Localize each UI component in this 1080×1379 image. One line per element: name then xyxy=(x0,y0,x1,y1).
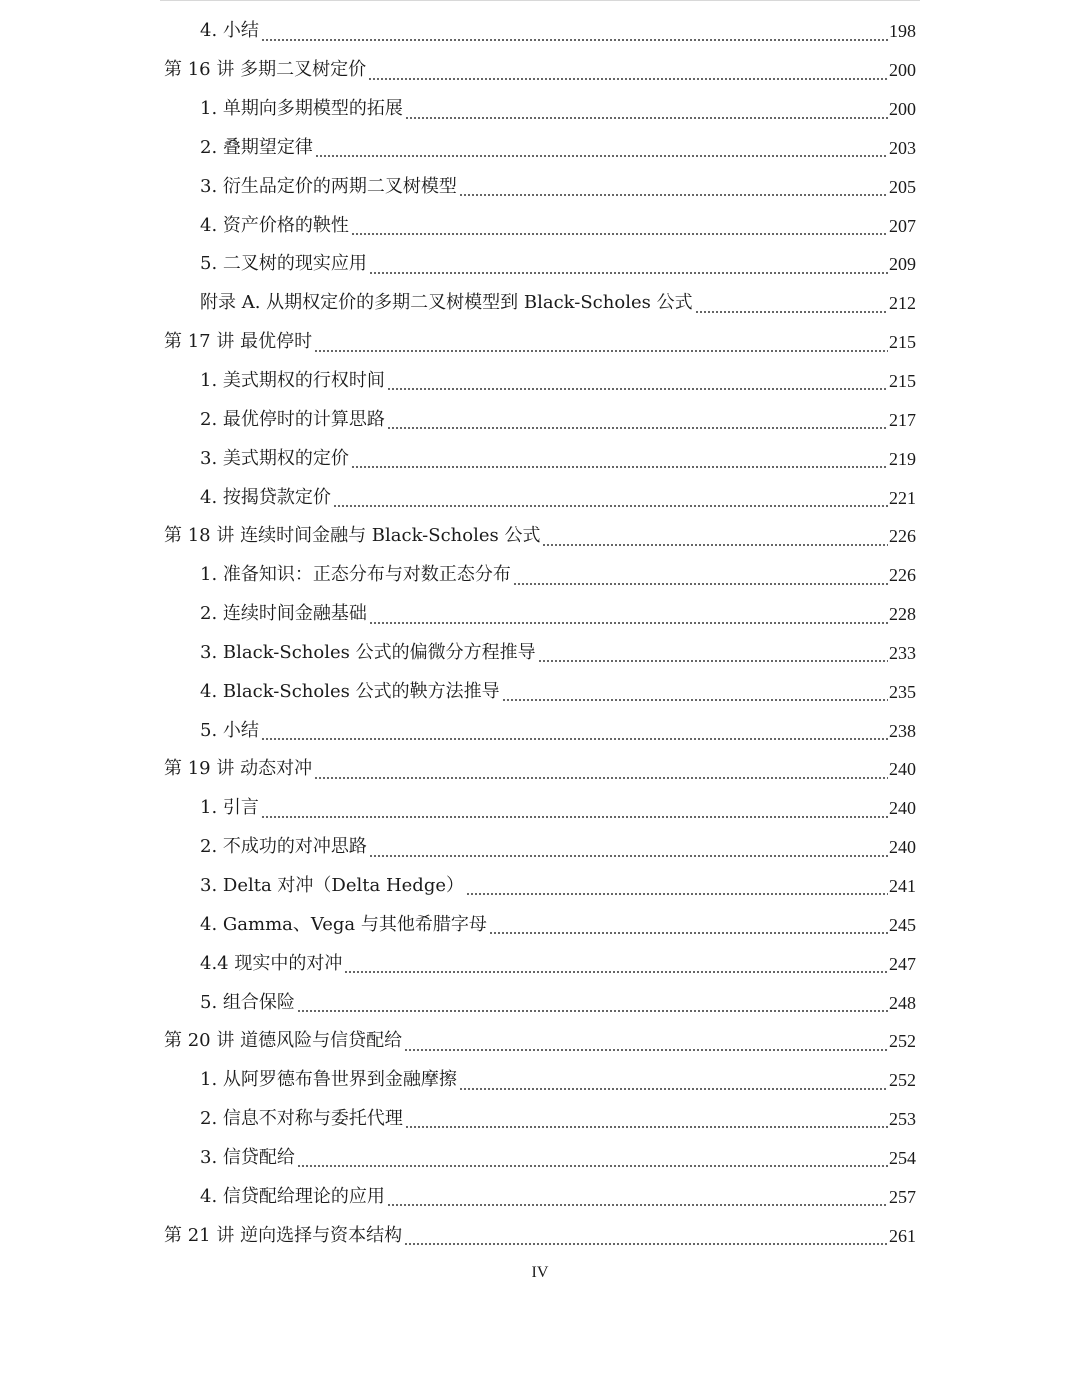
toc-entry-title: 1. 单期向多期模型的拓展 xyxy=(200,98,403,120)
toc-entry-title: 第 16 讲 多期二叉树定价 xyxy=(164,59,367,81)
toc-entry-title: 4.4 现实中的对冲 xyxy=(200,952,343,974)
toc-entry-title: 1. 准备知识：正态分布与对数正态分布 xyxy=(200,564,511,586)
toc-entry-page: 215 xyxy=(889,371,916,392)
toc-entry-page: 235 xyxy=(889,681,916,702)
toc-entry-title: 3. 衍生品定价的两期二叉树模型 xyxy=(200,175,457,197)
toc-entry-page: 215 xyxy=(889,332,916,353)
toc-entry-title: 1. 美式期权的行权时间 xyxy=(200,370,385,392)
toc-section-entry[interactable] xyxy=(0,167,1080,206)
toc-entry-page: 198 xyxy=(889,21,916,42)
toc-chapter-entry[interactable] xyxy=(0,51,1080,90)
toc-chapter-entry[interactable] xyxy=(0,1216,1080,1255)
toc-section-entry[interactable] xyxy=(0,206,1080,245)
toc-dot-leader xyxy=(466,893,888,895)
toc-section-entry[interactable] xyxy=(0,439,1080,478)
toc-entry-title: 第 20 讲 道德风险与信贷配给 xyxy=(164,1030,403,1052)
toc-section-entry[interactable] xyxy=(0,12,1080,51)
toc-entry-page: 247 xyxy=(889,953,916,974)
toc-dot-leader xyxy=(538,660,888,662)
toc-dot-leader xyxy=(513,583,888,585)
toc-entry-title: 第 18 讲 连续时间金融与 Black-Scholes 公式 xyxy=(164,525,541,547)
toc-dot-leader xyxy=(405,117,888,119)
toc-section-entry[interactable] xyxy=(0,362,1080,401)
toc-section-entry[interactable] xyxy=(0,595,1080,634)
toc-section-entry[interactable] xyxy=(0,1177,1080,1216)
toc-entry-title: 附录 A. 从期权定价的多期二叉树模型到 Black-Scholes 公式 xyxy=(200,292,693,314)
toc-section-entry[interactable] xyxy=(0,789,1080,828)
toc-entry-page: 205 xyxy=(889,176,916,197)
toc-dot-leader xyxy=(369,272,888,274)
toc-dot-leader xyxy=(369,622,888,624)
toc-entry-title: 4. Gamma、Vega 与其他希腊字母 xyxy=(200,913,487,935)
toc-entry-title: 4. 信贷配给理论的应用 xyxy=(200,1185,385,1207)
toc-entry-title: 第 21 讲 逆向选择与资本结构 xyxy=(164,1224,403,1246)
toc-section-entry[interactable] xyxy=(0,1061,1080,1100)
toc-section-entry[interactable] xyxy=(0,478,1080,517)
toc-dot-leader xyxy=(405,1126,888,1128)
toc-entry-page: 228 xyxy=(889,604,916,625)
toc-section-entry[interactable] xyxy=(0,245,1080,284)
toc-dot-leader xyxy=(542,544,888,546)
toc-dot-leader xyxy=(315,155,888,157)
toc-entry-page: 217 xyxy=(889,409,916,430)
toc-section-entry[interactable] xyxy=(0,983,1080,1022)
toc-chapter-entry[interactable] xyxy=(0,323,1080,362)
toc-entry-title: 5. 小结 xyxy=(200,719,259,741)
toc-section-entry[interactable] xyxy=(0,828,1080,867)
toc-dot-leader xyxy=(261,39,888,41)
toc-dot-leader xyxy=(369,855,888,857)
toc-entry-title: 5. 二叉树的现实应用 xyxy=(200,253,367,275)
toc-entry-title: 4. 资产价格的鞅性 xyxy=(200,214,349,236)
toc-section-entry[interactable] xyxy=(0,634,1080,673)
toc-entry-title: 3. 信贷配给 xyxy=(200,1146,295,1168)
toc-dot-leader xyxy=(459,1088,888,1090)
toc-dot-leader xyxy=(404,1049,888,1051)
toc-chapter-entry[interactable] xyxy=(0,750,1080,789)
toc-dot-leader xyxy=(387,1204,888,1206)
table-of-contents xyxy=(0,12,1080,1255)
toc-dot-leader xyxy=(261,816,888,818)
toc-entry-page: 221 xyxy=(889,487,916,508)
toc-dot-leader xyxy=(297,1010,888,1012)
toc-section-entry[interactable] xyxy=(0,400,1080,439)
toc-entry-title: 2. 最优停时的计算思路 xyxy=(200,408,385,430)
toc-section-entry[interactable] xyxy=(0,905,1080,944)
toc-entry-title: 5. 组合保险 xyxy=(200,991,295,1013)
toc-section-entry[interactable] xyxy=(0,90,1080,129)
toc-entry-page: 240 xyxy=(889,759,916,780)
toc-dot-leader xyxy=(297,1165,888,1167)
toc-dot-leader xyxy=(404,1243,888,1245)
toc-dot-leader xyxy=(489,932,888,934)
toc-entry-page: 241 xyxy=(889,875,916,896)
toc-entry-page: 257 xyxy=(889,1186,916,1207)
toc-section-entry[interactable] xyxy=(0,556,1080,595)
toc-entry-title: 4. 按揭贷款定价 xyxy=(200,486,331,508)
toc-entry-title: 2. 连续时间金融基础 xyxy=(200,603,367,625)
toc-dot-leader xyxy=(387,427,888,429)
toc-dot-leader xyxy=(387,388,888,390)
toc-entry-page: 212 xyxy=(889,293,916,314)
toc-entry-page: 240 xyxy=(889,837,916,858)
toc-entry-page: 253 xyxy=(889,1109,916,1130)
toc-entry-title: 第 19 讲 动态对冲 xyxy=(164,758,313,780)
toc-dot-leader xyxy=(351,466,888,468)
toc-section-entry[interactable] xyxy=(0,944,1080,983)
toc-section-entry[interactable] xyxy=(0,129,1080,168)
toc-entry-title: 3. Delta 对冲（Delta Hedge） xyxy=(200,874,464,896)
toc-entry-title: 2. 叠期望定律 xyxy=(200,136,313,158)
toc-dot-leader xyxy=(368,78,888,80)
toc-entry-page: 240 xyxy=(889,798,916,819)
toc-entry-page: 252 xyxy=(889,1070,916,1091)
toc-entry-page: 261 xyxy=(889,1225,916,1246)
toc-entry-page: 226 xyxy=(889,526,916,547)
toc-entry-page: 219 xyxy=(889,448,916,469)
toc-section-entry[interactable] xyxy=(0,672,1080,711)
top-rule xyxy=(160,0,920,1)
toc-dot-leader xyxy=(344,971,888,973)
toc-entry-page: 248 xyxy=(889,992,916,1013)
toc-entry-title: 3. 美式期权的定价 xyxy=(200,447,349,469)
toc-entry-page: 200 xyxy=(889,99,916,120)
toc-entry-page: 254 xyxy=(889,1147,916,1168)
toc-entry-title: 4. 小结 xyxy=(200,20,259,42)
toc-entry-page: 245 xyxy=(889,914,916,935)
toc-entry-title: 2. 不成功的对冲思路 xyxy=(200,836,367,858)
page-number: IV xyxy=(531,1264,549,1281)
toc-dot-leader xyxy=(502,699,888,701)
toc-dot-leader xyxy=(333,505,888,507)
toc-dot-leader xyxy=(314,777,888,779)
toc-chapter-entry[interactable] xyxy=(0,517,1080,556)
toc-entry-page: 252 xyxy=(889,1031,916,1052)
toc-entry-title: 1. 从阿罗德布鲁世界到金融摩擦 xyxy=(200,1069,457,1091)
toc-dot-leader xyxy=(695,311,888,313)
toc-entry-page: 200 xyxy=(889,60,916,81)
toc-entry-page: 209 xyxy=(889,254,916,275)
toc-section-entry[interactable] xyxy=(0,284,1080,323)
toc-entry-title: 3. Black-Scholes 公式的偏微分方程推导 xyxy=(200,641,536,663)
toc-entry-title: 4. Black-Scholes 公式的鞅方法推导 xyxy=(200,680,500,702)
toc-section-entry[interactable] xyxy=(0,711,1080,750)
toc-entry-page: 233 xyxy=(889,642,916,663)
toc-entry-page: 238 xyxy=(889,720,916,741)
toc-dot-leader xyxy=(314,350,888,352)
toc-section-entry[interactable] xyxy=(0,1138,1080,1177)
toc-entry-page: 207 xyxy=(889,215,916,236)
toc-entry-title: 第 17 讲 最优停时 xyxy=(164,331,313,353)
toc-chapter-entry[interactable] xyxy=(0,1022,1080,1061)
toc-section-entry[interactable] xyxy=(0,1100,1080,1139)
toc-entry-page: 203 xyxy=(889,137,916,158)
toc-section-entry[interactable] xyxy=(0,867,1080,906)
toc-dot-leader xyxy=(459,194,888,196)
toc-entry-title: 2. 信息不对称与委托代理 xyxy=(200,1108,403,1130)
toc-entry-page: 226 xyxy=(889,565,916,586)
toc-dot-leader xyxy=(261,738,888,740)
toc-entry-title: 1. 引言 xyxy=(200,797,259,819)
toc-dot-leader xyxy=(351,233,888,235)
